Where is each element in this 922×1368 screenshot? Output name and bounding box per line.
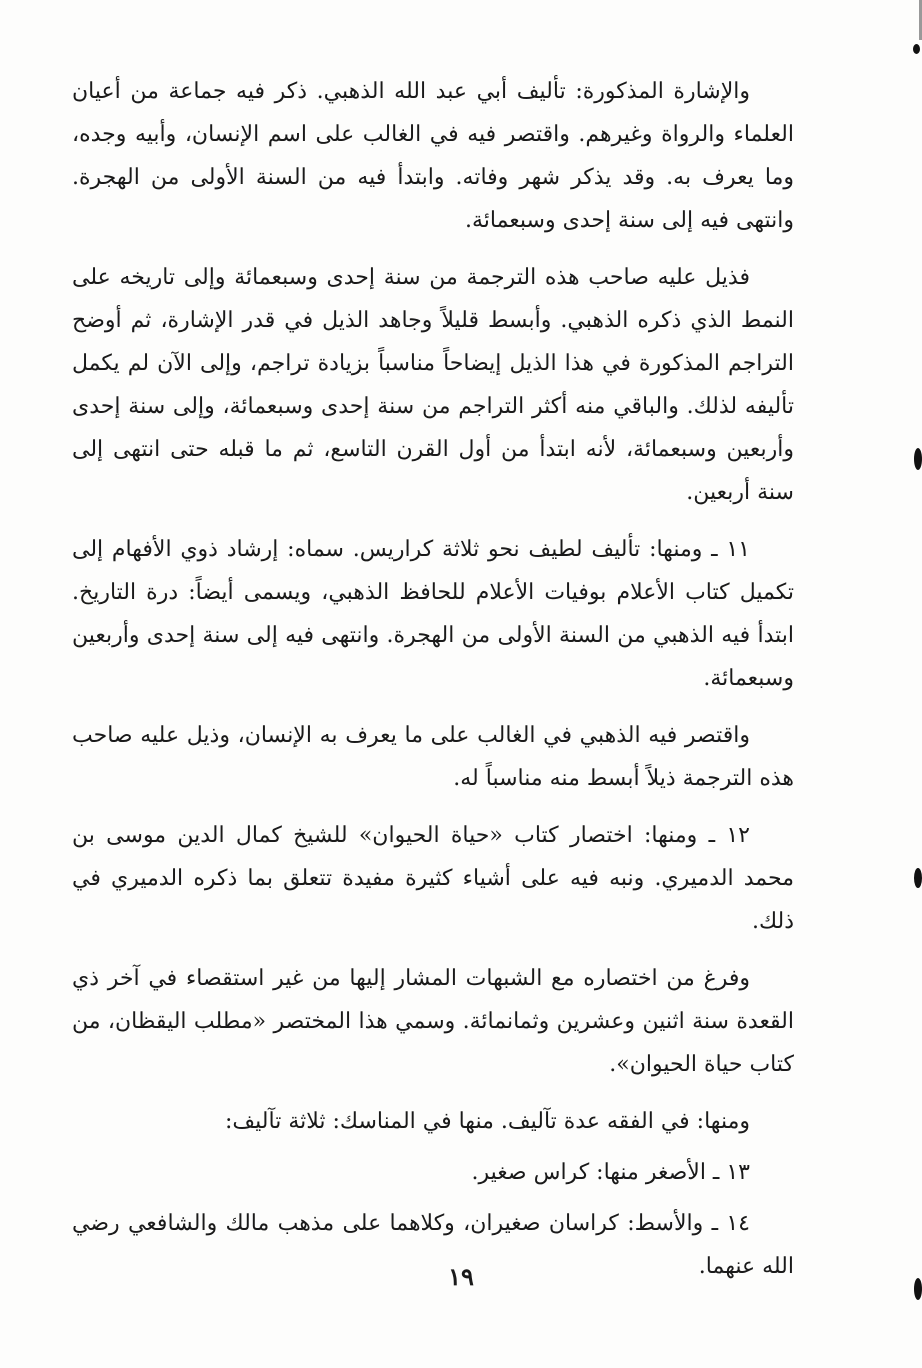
scan-edge-mark <box>914 868 922 888</box>
paragraph-fiqh: ومنها: في الفقه عدة تآليف. منها في المناسك: ثلاثة تآليف: <box>224 1109 750 1134</box>
page-number: ١٩ <box>448 1262 474 1291</box>
paragraph-dhayl: فذيل عليه صاحب هذه الترجمة من سنة إحدى وسبعمائة وإلى تاريخه على النمط الذي ذكره الذهبي. وأبسط قليلاً وجاهد الذيل في قدر الإشارة، ثم أوضح التراجم المذكورة في هذا الذيل إيضاحاً مناسباً بزيادة تراجم، وإلى الآن لم يكمل تأليفه لذلك. والباقي منه أكثر التراجم من سنة إحدى وسبعمائة، وإلى سنة إحدى وأربعين وسبعمائة، لأنه ابتدأ من أول القرن التاسع، ثم ما قبله حتى انتهى إلى سنة أربعين. <box>72 265 794 505</box>
paragraph-item-11: ١١ ـ ومنها: تأليف لطيف نحو ثلاثة كراريس. سماه: إرشاد ذوي الأفهام إلى تكميل كتاب الأعلام بوفيات الأعلام للحافظ الذهبي، ويسمى أيضاً: درة التاريخ. ابتدأ فيه الذهبي من السنة الأولى من الهجرة. وانتهى فيه إلى سنة إحدى وأربعين وسبعمائة. <box>72 537 794 691</box>
paragraph-item-13: ١٣ ـ الأصغر منها: كراس صغير. <box>471 1160 750 1185</box>
paragraph-iqtasar: واقتصر فيه الذهبي في الغالب على ما يعرف به الإنسان، وذيل عليه صاحب هذه الترجمة ذيلاً أبسط منه مناسباً له. <box>72 723 794 791</box>
scan-edge-mark <box>913 44 920 54</box>
scan-edge-mark <box>914 1278 922 1300</box>
paragraph-faragha: وفرغ من اختصاره مع الشبهات المشار إليها من غير استقصاء في آخر ذي القعدة سنة اثنين وعشرين وثمانمائة. وسمي هذا المختصر «مطلب اليقظان، من كتاب حياة الحيوان». <box>72 966 794 1077</box>
scan-edge-mark <box>914 448 922 470</box>
paragraph-item-12: ١٢ ـ ومنها: اختصار كتاب «حياة الحيوان» للشيخ كمال الدين موسى بن محمد الدميري. ونبه فيه على أشياء كثيرة مفيدة تتعلق بما ذكره الدميري في ذلك. <box>72 823 794 934</box>
paragraph-item-14: ١٤ ـ والأسط: كراسان صغيران، وكلاهما على مذهب مالك والشافعي رضي الله عنهما. <box>72 1211 794 1279</box>
paragraph-ishara: والإشارة المذكورة: تأليف أبي عبد الله الذهبي. ذكر فيه جماعة من أعيان العلماء والرواة وغيرهم. واقتصر فيه في الغالب على اسم الإنسان، وأبيه وجده، وما يعرف به. وقد يذكر شهر وفاته. وابتدأ فيه من السنة الأولى من الهجرة. وانتهى فيه إلى سنة إحدى وسبعمائة. <box>72 79 794 233</box>
page-body <box>72 70 794 1302</box>
